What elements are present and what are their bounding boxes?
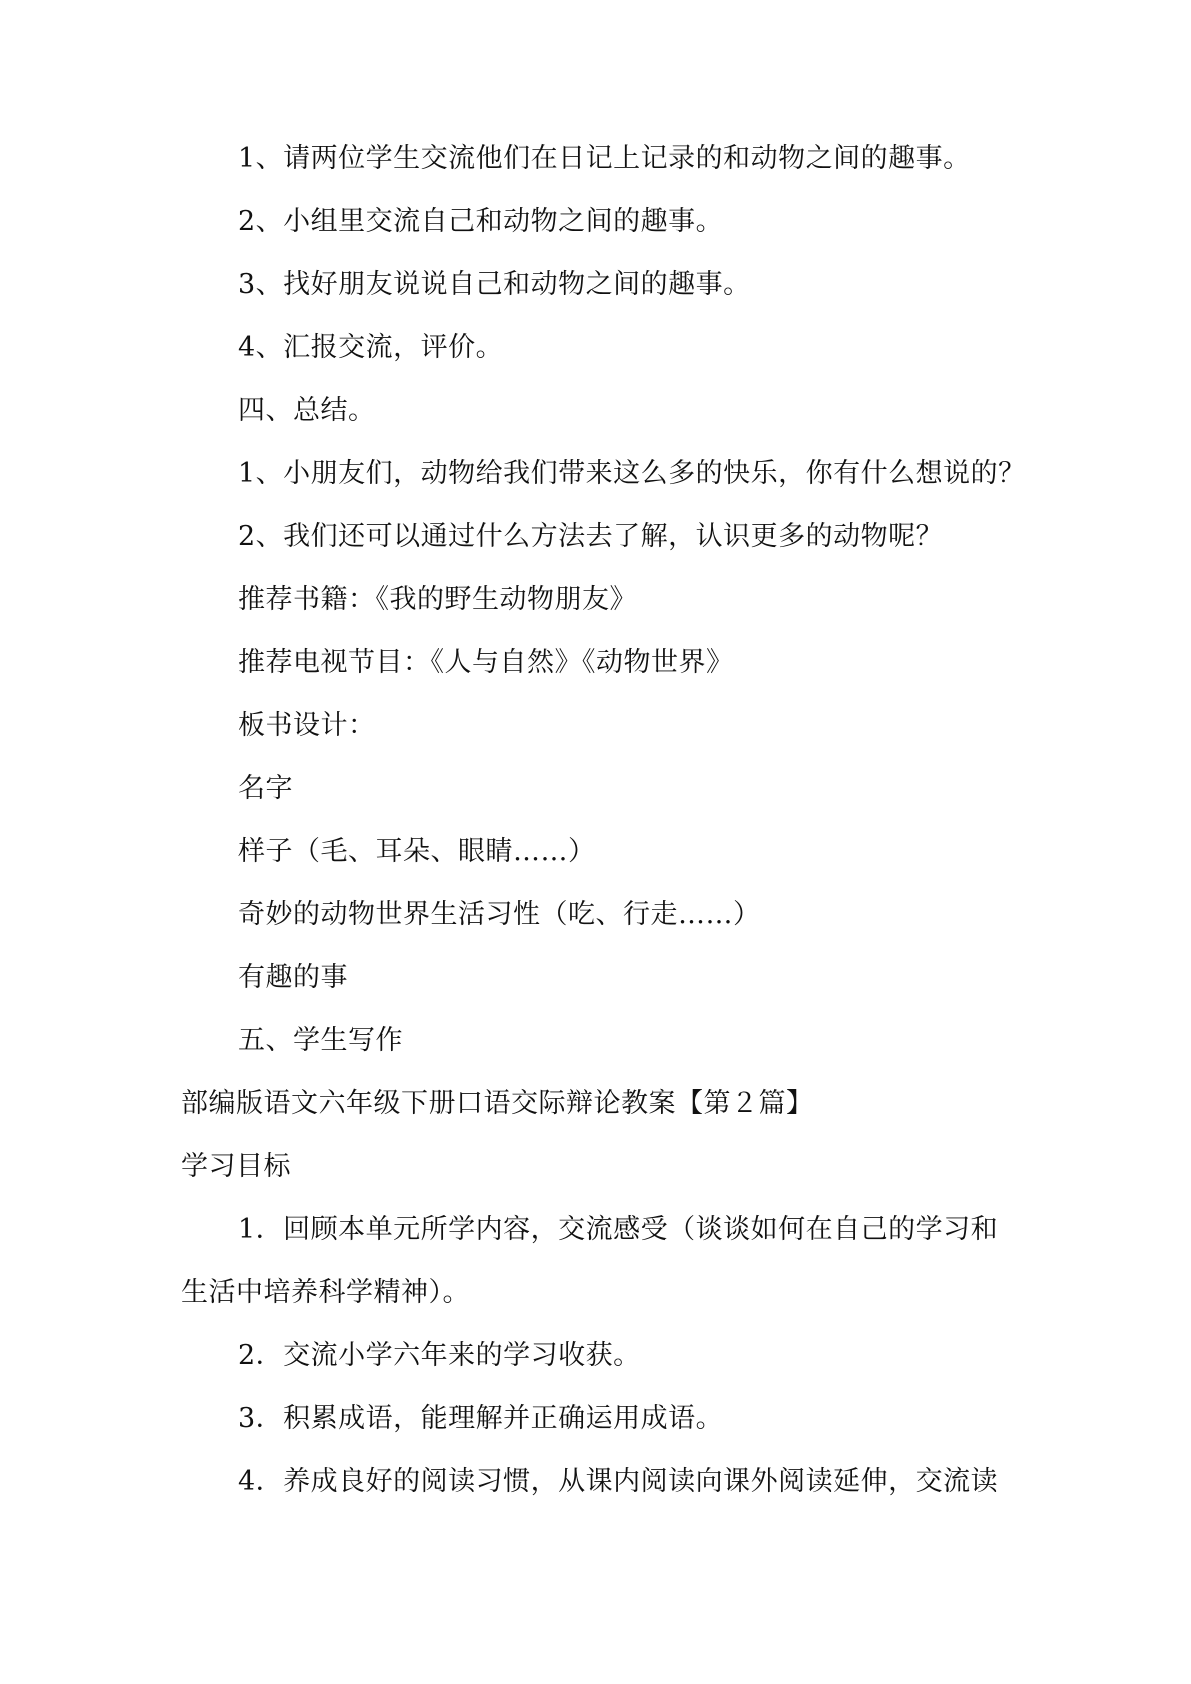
section-heading: 五、学生写作 — [238, 1025, 403, 1056]
text-line: 3．积累成语，能理解并正确运用成语。 — [238, 1403, 724, 1434]
text-line: 推荐书籍：《我的野生动物朋友》 — [238, 584, 637, 615]
text-line: 推荐电视节目：《人与自然》《动物世界》 — [238, 647, 734, 678]
text-line: 有趣的事 — [238, 962, 348, 993]
text-line: 3、找好朋友说说自己和动物之间的趣事。 — [238, 269, 751, 300]
text-line: 4．养成良好的阅读习惯，从课内阅读向课外阅读延伸，交流读 — [238, 1466, 999, 1497]
text-line: 名字 — [238, 773, 293, 804]
section-heading: 学习目标 — [181, 1151, 291, 1182]
text-line: 样子（毛、耳朵、眼睛……） — [238, 836, 596, 867]
text-line: 1．回顾本单元所学内容，交流感受（谈谈如何在自己的学习和 — [238, 1214, 999, 1245]
section-heading: 四、总结。 — [238, 395, 376, 426]
text-line: 4、汇报交流，评价。 — [238, 332, 504, 363]
text-line: 2、小组里交流自己和动物之间的趣事。 — [238, 206, 724, 237]
text-line: 奇妙的动物世界生活习性（吃、行走……） — [238, 899, 761, 930]
article-title: 部编版语文六年级下册口语交际辩论教案【第２篇】 — [181, 1088, 814, 1119]
text-line: 生活中培养科学精神）。 — [181, 1277, 470, 1308]
text-line: 1、小朋友们，动物给我们带来这么多的快乐，你有什么想说的？ — [238, 458, 1026, 489]
text-line: 2．交流小学六年来的学习收获。 — [238, 1340, 641, 1371]
text-line: 板书设计： — [238, 710, 376, 741]
text-line: 1、请两位学生交流他们在日记上记录的和动物之间的趣事。 — [238, 143, 971, 174]
text-line: 2、我们还可以通过什么方法去了解，认识更多的动物呢？ — [238, 521, 944, 552]
